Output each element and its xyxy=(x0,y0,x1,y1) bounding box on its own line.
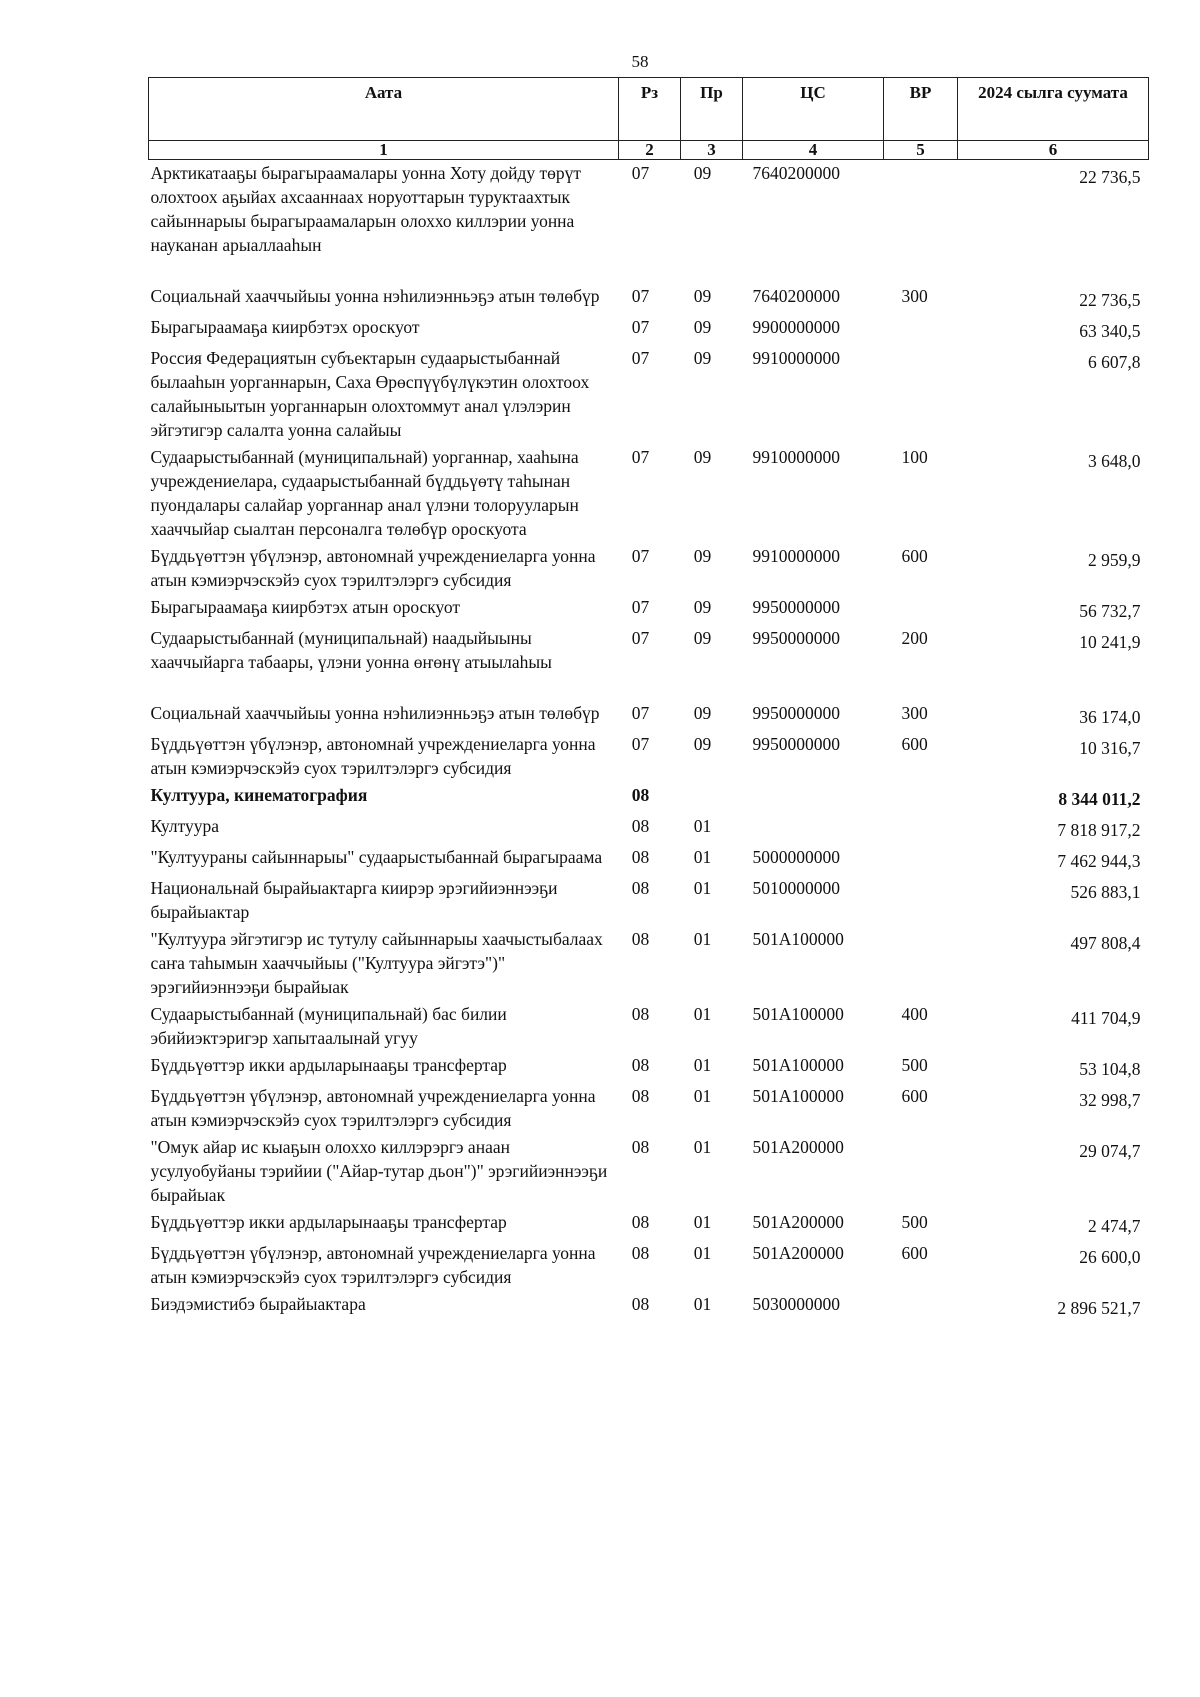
row-amount: 6 607,8 xyxy=(1088,352,1141,372)
row-pr-code: 09 xyxy=(693,348,712,368)
header-name: Аата xyxy=(149,78,619,141)
row-rz-code: 07 xyxy=(631,447,650,467)
row-vr-code xyxy=(884,782,958,813)
row-name: Бырагыраамаҕа киирбэтэх ороскуот xyxy=(150,317,420,337)
row-vr-code xyxy=(884,875,958,926)
table-row xyxy=(149,1291,1149,1322)
row-pr-code: 01 xyxy=(693,878,712,898)
row-name: Социальнай хааччыйыы уонна нэһилиэнньэҕэ атын төлөбүр xyxy=(150,703,600,723)
row-pr-code: 01 xyxy=(693,929,712,949)
row-vr-code xyxy=(884,314,958,345)
row-pr-code: 01 xyxy=(693,1086,712,1106)
row-pr-code: 09 xyxy=(693,734,712,754)
table-row xyxy=(149,1134,1149,1209)
row-cs-code: 5010000000 xyxy=(752,878,840,898)
row-rz-code: 08 xyxy=(631,847,650,867)
row-vr-code xyxy=(884,1291,958,1322)
row-pr-code: 09 xyxy=(693,317,712,337)
row-name: Бүддьүөттэн үбүлэнэр, автономнай учреждениеларга уонна атын кэмиэрчэскэйэ суох тэрилтэлэргэ субсидия xyxy=(150,1086,596,1130)
row-amount: 497 808,4 xyxy=(1070,933,1141,953)
row-pr-code: 09 xyxy=(693,447,712,467)
table-row xyxy=(149,345,1149,444)
table-row xyxy=(149,844,1149,875)
column-number-row xyxy=(149,141,1149,160)
row-rz-code: 07 xyxy=(631,546,650,566)
row-amount: 3 648,0 xyxy=(1088,451,1141,471)
row-name: Култуура, кинематография xyxy=(150,785,368,805)
row-pr-code: 09 xyxy=(693,286,712,306)
table-row xyxy=(149,1240,1149,1291)
row-rz-code: 08 xyxy=(631,929,650,949)
row-cs-code: 501A200000 xyxy=(752,1137,844,1157)
row-pr-code: 09 xyxy=(693,703,712,723)
row-amount: 7 818 917,2 xyxy=(1057,820,1141,840)
row-amount: 2 896 521,7 xyxy=(1057,1298,1141,1318)
table-row xyxy=(149,926,1149,1001)
row-cs-code: 501A100000 xyxy=(752,1004,844,1024)
row-name: Арктикатааҕы бырагыраамалары уонна Хоту дойду төрүт олохтоох аҕыйах ахсааннаах норуоттарын туруктаахтык сайыннарыы бырагыраамаларын олоххо киллэрии уонна науканан арыаллааһын xyxy=(150,163,582,255)
row-name: Судаарыстыбаннай (муниципальнай) уорганнар, хааһына учреждениелара, судаарыстыбаннай бүддьүөтү таһынан пуондалары салайар уорганнар анал үлэни толорууларын хааччыйар сыалтан персоналга төлөбүр ороскуота xyxy=(150,447,579,539)
row-vr-code xyxy=(884,345,958,444)
row-name: Бырагыраамаҕа киирбэтэх атын ороскуот xyxy=(150,597,461,617)
table-row xyxy=(149,543,1149,594)
row-amount: 53 104,8 xyxy=(1079,1059,1141,1079)
row-pr-code: 01 xyxy=(693,1055,712,1075)
row-cs-code: 501A100000 xyxy=(752,1086,844,1106)
row-name: Судаарыстыбаннай (муниципальнай) бас билии эбийиэктэригэр хапытаалынай угуу xyxy=(150,1004,507,1048)
table-row xyxy=(149,1001,1149,1052)
header-cs: ЦС xyxy=(743,78,884,141)
row-pr-code: 01 xyxy=(693,816,712,836)
row-rz-code: 08 xyxy=(631,1212,650,1232)
row-vr-code: 200 xyxy=(901,628,928,648)
table-row xyxy=(149,444,1149,543)
row-rz-code: 08 xyxy=(631,1086,650,1106)
page-number: 58 xyxy=(631,52,649,71)
table-row xyxy=(149,782,1149,813)
row-cs-code: 7640200000 xyxy=(752,286,840,306)
row-pr-code: 09 xyxy=(693,163,712,183)
row-cs-code: 5000000000 xyxy=(752,847,840,867)
row-cs-code: 9950000000 xyxy=(752,597,840,617)
row-cs-code: 9950000000 xyxy=(752,703,840,723)
row-vr-code xyxy=(884,926,958,1001)
row-vr-code: 100 xyxy=(901,447,928,467)
row-pr-code: 01 xyxy=(693,1212,712,1232)
row-rz-code: 07 xyxy=(631,286,650,306)
column-number: 5 xyxy=(884,141,958,160)
row-vr-code: 300 xyxy=(901,286,928,306)
row-rz-code: 08 xyxy=(631,1055,650,1075)
row-cs-code: 9900000000 xyxy=(752,317,840,337)
row-cs-code: 5030000000 xyxy=(752,1294,840,1314)
row-cs-code: 501A100000 xyxy=(752,929,844,949)
row-amount: 29 074,7 xyxy=(1079,1141,1141,1161)
row-rz-code: 07 xyxy=(631,628,650,648)
table-row xyxy=(149,731,1149,782)
row-amount: 26 600,0 xyxy=(1079,1247,1141,1267)
table-row xyxy=(149,813,1149,844)
row-cs-code: 9910000000 xyxy=(752,447,840,467)
column-number: 6 xyxy=(958,141,1149,160)
row-vr-code: 500 xyxy=(901,1055,928,1075)
row-amount: 36 174,0 xyxy=(1079,707,1141,727)
header-amount: 2024 сылга суумата xyxy=(958,78,1149,141)
row-name: Национальнай бырайыактарга киирэр эрэгийиэннээҕи бырайыактар xyxy=(150,878,558,922)
row-pr-code: 01 xyxy=(693,1004,712,1024)
table-row xyxy=(149,314,1149,345)
row-amount: 2 474,7 xyxy=(1088,1216,1141,1236)
row-rz-code: 07 xyxy=(631,163,650,183)
table-header xyxy=(149,78,1149,160)
row-vr-code xyxy=(884,1134,958,1209)
row-name: Бүддьүөттэр икки ардыларынааҕы трансфертар xyxy=(150,1212,507,1232)
column-number: 2 xyxy=(619,141,681,160)
table-body xyxy=(149,160,1149,1323)
row-amount: 22 736,5 xyxy=(1079,290,1141,310)
row-rz-code: 08 xyxy=(631,1294,650,1314)
row-name: Бүддьүөттэр икки ардыларынааҕы трансфертар xyxy=(150,1055,507,1075)
row-amount: 32 998,7 xyxy=(1079,1090,1141,1110)
row-cs-code: 501A100000 xyxy=(752,1055,844,1075)
row-pr-code xyxy=(681,782,743,813)
row-name: Бүддьүөттэн үбүлэнэр, автономнай учреждениеларга уонна атын кэмиэрчэскэйэ суох тэрилтэлэргэ субсидия xyxy=(150,546,596,590)
row-cs-code: 9950000000 xyxy=(752,734,840,754)
row-amount: 411 704,9 xyxy=(1071,1008,1141,1028)
row-amount: 2 959,9 xyxy=(1088,550,1141,570)
row-vr-code xyxy=(884,160,958,284)
row-cs-code: 9910000000 xyxy=(752,348,840,368)
row-cs-code xyxy=(743,782,884,813)
row-name: Култуура xyxy=(150,816,220,836)
row-name: "Култуураны сайыннарыы" судаарыстыбаннай бырагыраама xyxy=(150,847,603,867)
row-vr-code xyxy=(884,813,958,844)
row-vr-code: 300 xyxy=(901,703,928,723)
row-vr-code xyxy=(884,844,958,875)
row-pr-code: 01 xyxy=(693,1243,712,1263)
row-pr-code: 09 xyxy=(693,546,712,566)
row-name: Бүддьүөттэн үбүлэнэр, автономнай учреждениеларга уонна атын кэмиэрчэскэйэ суох тэрилтэлэргэ субсидия xyxy=(150,1243,596,1287)
row-name: Россия Федерациятын субъектарын судаарыстыбаннай былааһын уорганнарын, Саха Өрөспүүбүлүкэтин олохтоох салайыныытын уорганнарын олохтоммут анал үлэлэрин эйгэтигэр салалта уонна салайыы xyxy=(150,348,590,440)
table-row xyxy=(149,594,1149,625)
column-number: 3 xyxy=(681,141,743,160)
row-vr-code: 600 xyxy=(901,546,928,566)
row-name: "Култуура эйгэтигэр ис тутулу сайыннарыы хаачыстыбалаах саҥа таһымын хааччыйыы ("Култуура эйгэтэ")" эрэгийиэннээҕи бырайыак xyxy=(150,929,603,997)
row-name: Судаарыстыбаннай (муниципальнай) наадыйыыны хааччыйарга табаары, үлэни уонна өҥөнү атыылаһыы xyxy=(150,628,552,672)
table-row xyxy=(149,1052,1149,1083)
header-rz: Рз xyxy=(619,78,681,141)
row-name: Бүддьүөттэн үбүлэнэр, автономнай учреждениеларга уонна атын кэмиэрчэскэйэ суох тэрилтэлэргэ субсидия xyxy=(150,734,596,778)
row-rz-code: 07 xyxy=(631,317,650,337)
row-rz-code: 07 xyxy=(631,348,650,368)
table-row xyxy=(149,625,1149,700)
row-amount: 10 316,7 xyxy=(1079,738,1141,758)
row-vr-code: 600 xyxy=(901,1086,928,1106)
table-row xyxy=(149,875,1149,926)
row-cs-code: 9910000000 xyxy=(752,546,840,566)
table-row xyxy=(149,1083,1149,1134)
column-number: 1 xyxy=(149,141,619,160)
table-row xyxy=(149,1209,1149,1240)
header-row xyxy=(149,78,1149,141)
row-cs-code: 501A200000 xyxy=(752,1243,844,1263)
row-pr-code: 01 xyxy=(693,1137,712,1157)
row-amount: 7 462 944,3 xyxy=(1057,851,1141,871)
row-amount: 22 736,5 xyxy=(1079,167,1141,187)
row-cs-code xyxy=(743,813,884,844)
row-rz-code: 08 xyxy=(631,1137,650,1157)
row-amount: 10 241,9 xyxy=(1079,632,1141,652)
row-cs-code: 501A200000 xyxy=(752,1212,844,1232)
row-rz-code: 08 xyxy=(631,816,650,836)
row-rz-code: 08 xyxy=(631,1004,650,1024)
row-pr-code: 01 xyxy=(693,1294,712,1314)
budget-table xyxy=(148,77,1149,1322)
row-vr-code xyxy=(884,594,958,625)
header-pr: Пр xyxy=(681,78,743,141)
table-row xyxy=(149,700,1149,731)
row-name: "Омук айар ис кыаҕын олоххо киллэрэргэ анаан усулуобуйаны тэрийии ("Айар-тутар дьон")" эрэгийиэннээҕи бырайыак xyxy=(150,1137,608,1205)
header-vr: ВР xyxy=(884,78,958,141)
row-vr-code: 500 xyxy=(901,1212,928,1232)
row-amount: 526 883,1 xyxy=(1070,882,1141,902)
row-rz-code: 08 xyxy=(631,785,650,805)
row-name: Социальнай хааччыйыы уонна нэһилиэнньэҕэ атын төлөбүр xyxy=(150,286,600,306)
row-vr-code: 600 xyxy=(901,734,928,754)
row-vr-code: 400 xyxy=(901,1004,928,1024)
row-pr-code: 01 xyxy=(693,847,712,867)
row-cs-code: 9950000000 xyxy=(752,628,840,648)
row-rz-code: 07 xyxy=(631,734,650,754)
row-rz-code: 07 xyxy=(631,597,650,617)
row-pr-code: 09 xyxy=(693,597,712,617)
row-cs-code: 7640200000 xyxy=(752,163,840,183)
row-vr-code: 600 xyxy=(901,1243,928,1263)
row-pr-code: 09 xyxy=(693,628,712,648)
row-amount: 56 732,7 xyxy=(1079,601,1141,621)
table-row xyxy=(149,283,1149,314)
row-rz-code: 08 xyxy=(631,878,650,898)
column-number: 4 xyxy=(743,141,884,160)
row-rz-code: 07 xyxy=(631,703,650,723)
row-amount: 63 340,5 xyxy=(1079,321,1141,341)
row-name: Биэдэмистибэ бырайыактара xyxy=(150,1294,366,1314)
row-rz-code: 08 xyxy=(631,1243,650,1263)
row-amount: 8 344 011,2 xyxy=(1058,789,1141,809)
table-row xyxy=(149,160,1149,284)
